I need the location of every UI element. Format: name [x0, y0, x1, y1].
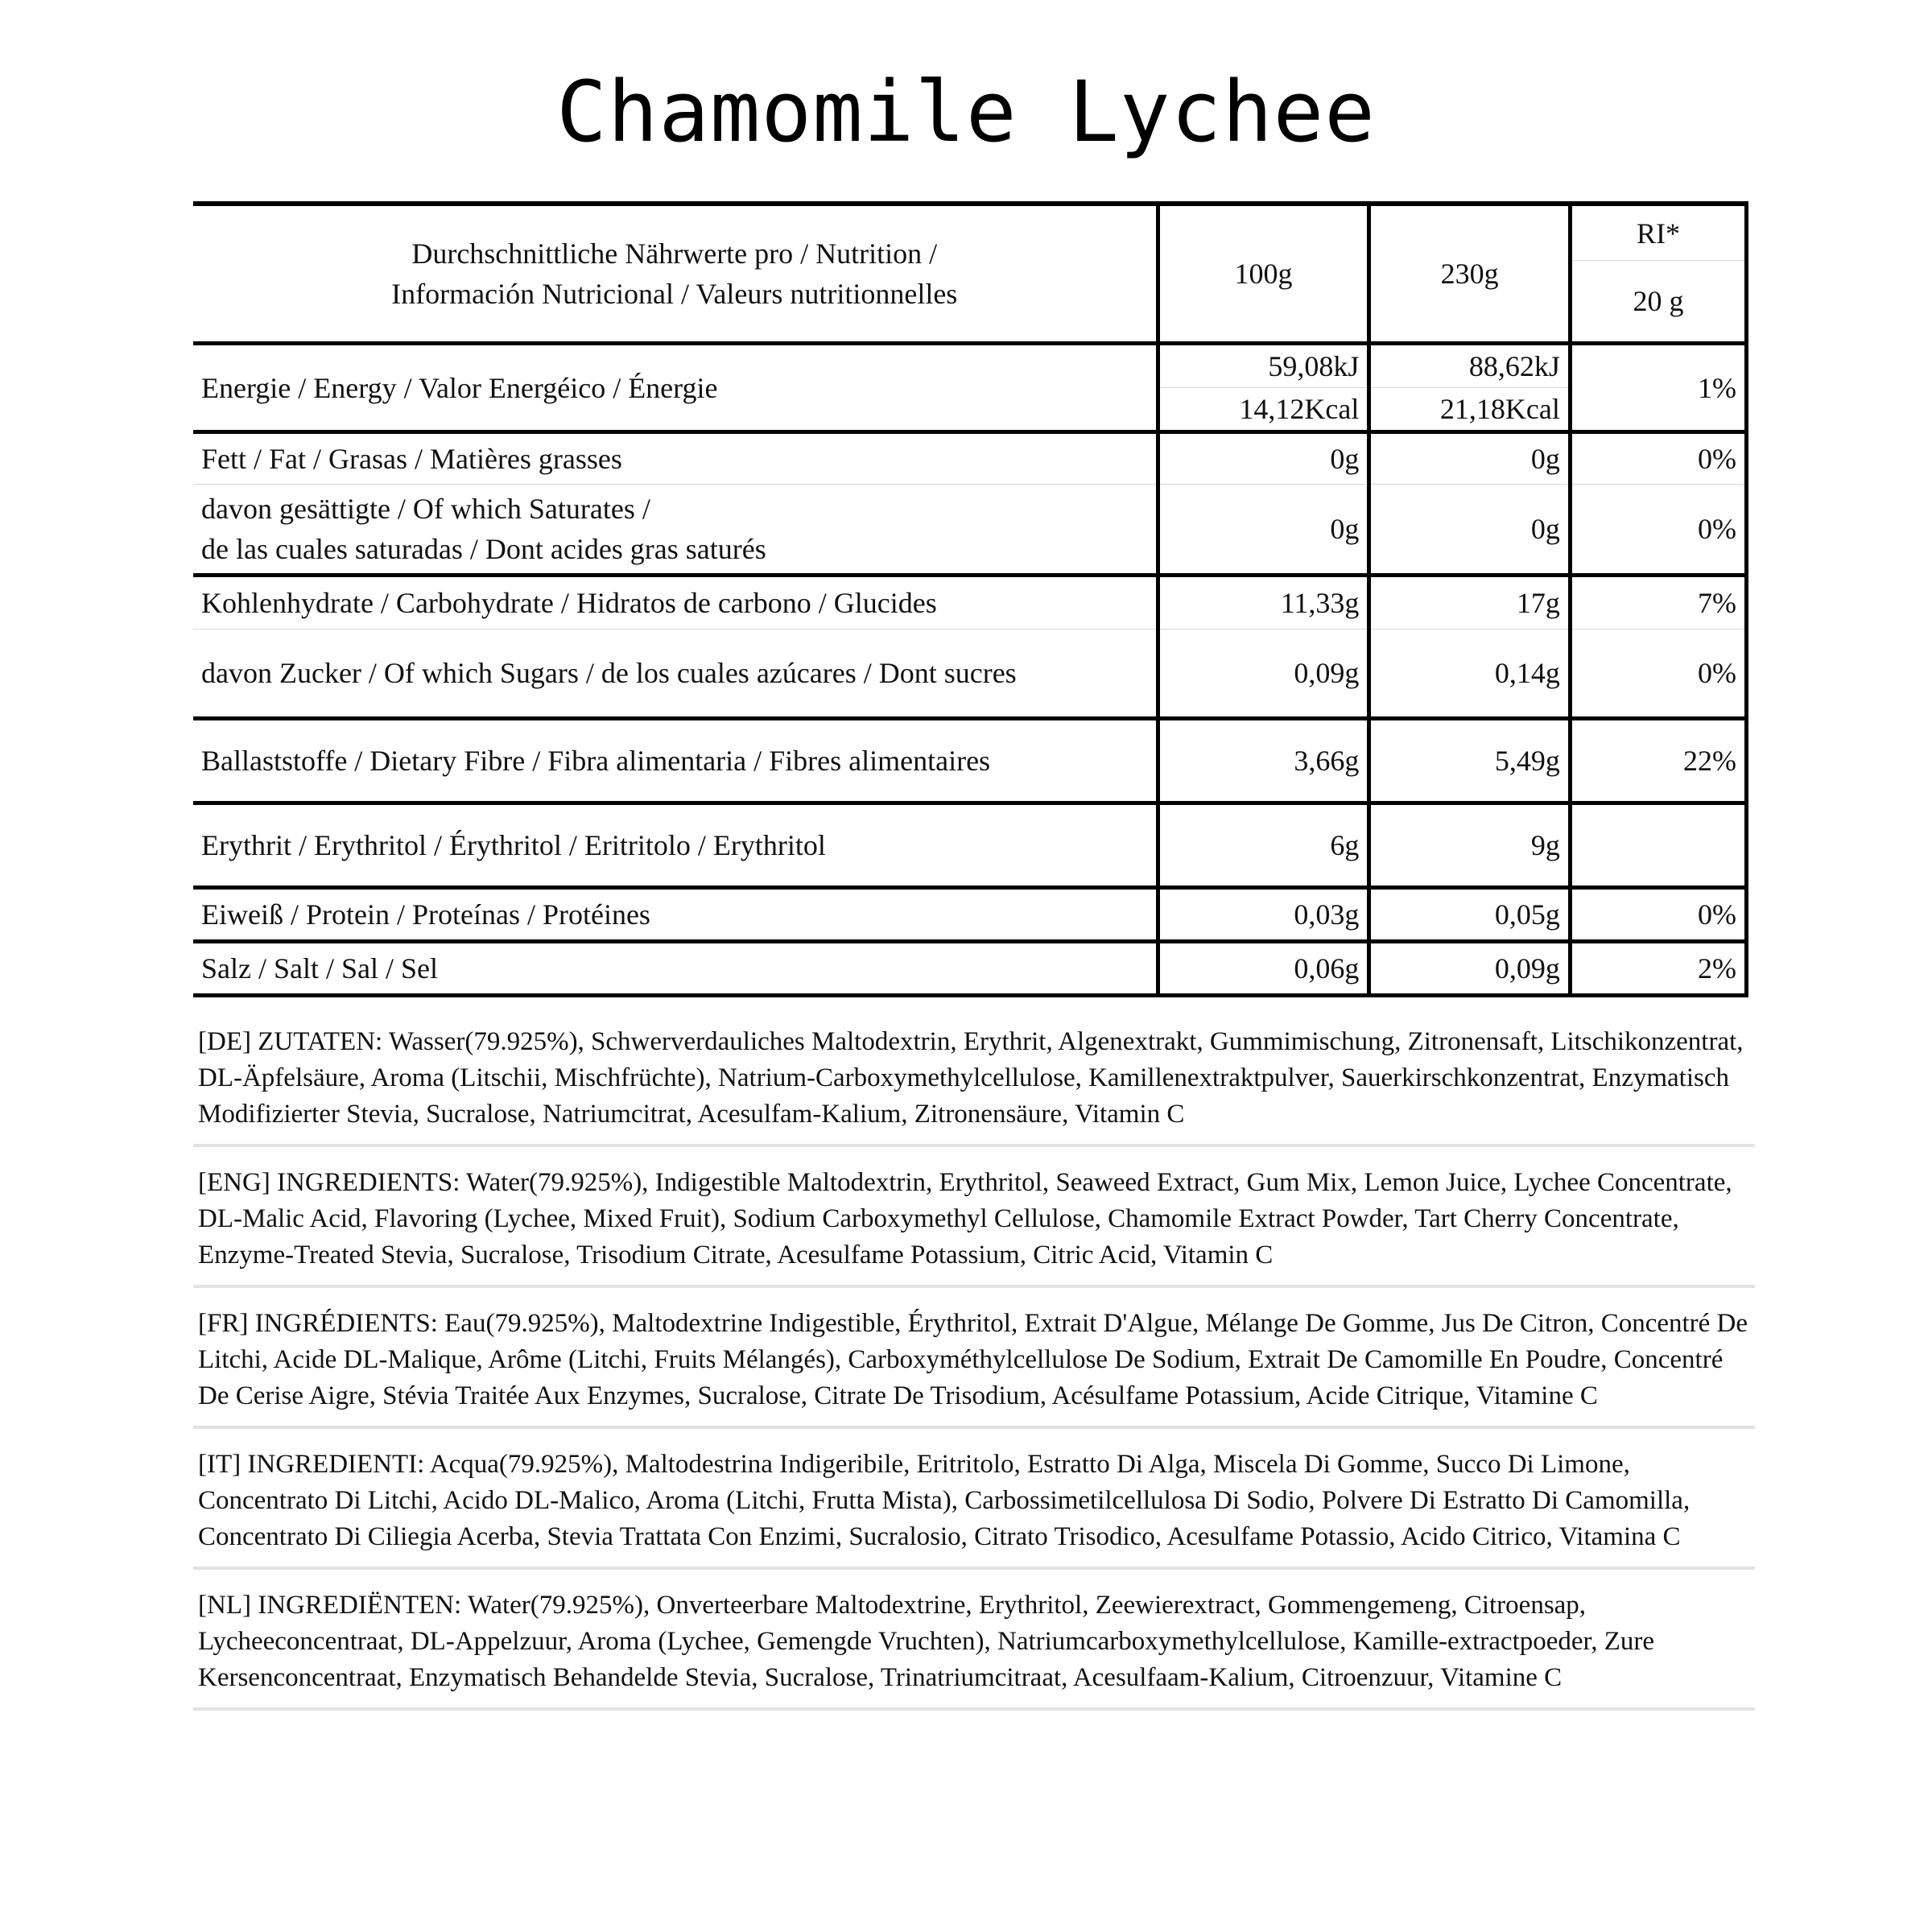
- ingredients-nl: [NL] INGREDIËNTEN: Water(79.925%), Onverteerbare Maltodextrine, Erythritol, Zeewierextract, Gommengemeng, Citroensap, Lycheeconcentraat, DL-Appelzuur, Aroma (Lychee, Gemengde Vruchten), Natriumcarboxymethylcellulose, Kamille-extractpoeder, Zure Kersenconcentraat, Enzymatisch Behandelde Stevia, Sucralose, Trinatriumcitraat, Acesulfaam-Kalium, Citroenzuur, Vitamine C: [193, 1579, 1755, 1711]
- salt-100: 0,06g: [1158, 942, 1369, 996]
- ingredients-fr: [FR] INGRÉDIENTS: Eau(79.925%), Maltodextrine Indigestible, Érythritol, Extrait D'Algue, Mélange De Gomme, Jus De Citron, Concentré De Litchi, Acide DL-Malique, Arôme (Litchi, Fruits Mélangés), Carboxyméthylcellulose De Sodium, Extrait De Camomille En Poudre, Concentré De Cerise Aigre, Stévia Traitée Aux Enzymes, Sucralose, Citrate De Trisodium, Acésulfame Potassium, Acide Citrique, Vitamine C: [193, 1298, 1755, 1429]
- fibre-ri: 22%: [1570, 719, 1746, 803]
- header-label-line2: Información Nutricional / Valeurs nutritionnelles: [391, 278, 958, 310]
- energy-ri: 1%: [1570, 344, 1746, 432]
- fibre-230: 5,49g: [1369, 719, 1571, 803]
- erythritol-label: Erythrit / Erythritol / Érythritol / Eritritolo / Erythritol: [193, 803, 1158, 888]
- protein-100: 0,03g: [1158, 888, 1369, 942]
- table-row-saturates: [193, 485, 1747, 576]
- sugars-100: 0,09g: [1158, 630, 1369, 719]
- saturates-label: [193, 485, 1158, 576]
- ingredients-en: [ENG] INGREDIENTS: Water(79.925%), Indigestible Maltodextrin, Erythritol, Seaweed Extract, Gum Mix, Lemon Juice, Lychee Concentrate, DL-Malic Acid, Flavoring (Lychee, Mixed Fruit), Sodium Carboxymethyl Cellulose, Chamomile Extract Powder, Tart Cherry Concentrate, Enzyme-Treated Stevia, Sucralose, Trisodium Citrate, Acesulfame Potassium, Citric Acid, Vitamin C: [193, 1157, 1755, 1288]
- table-row-fat: [193, 432, 1747, 485]
- nutrition-table: [193, 201, 1748, 997]
- erythritol-230: 9g: [1369, 803, 1571, 888]
- energy-kcal-230: 21,18Kcal: [1369, 388, 1571, 432]
- header-ri-sub: 20 g: [1570, 261, 1746, 344]
- fat-label: Fett / Fat / Grasas / Matières grasses: [193, 432, 1158, 485]
- table-row-carbs: [193, 576, 1747, 630]
- product-title: Chamomile Lychee: [556, 63, 1376, 161]
- saturates-label-line2: de las cuales saturadas / Dont acides gras saturés: [201, 533, 766, 565]
- header-100g: 100g: [1158, 204, 1369, 344]
- table-header-row: [193, 204, 1747, 261]
- table-row-protein: [193, 888, 1747, 942]
- saturates-100: 0g: [1158, 485, 1369, 576]
- table-row-energy: [193, 344, 1747, 388]
- table-row-erythritol: [193, 803, 1747, 888]
- protein-label: Eiweiß / Protein / Proteínas / Protéines: [193, 888, 1158, 942]
- header-230g: 230g: [1369, 204, 1571, 344]
- energy-kj-100: 59,08kJ: [1158, 344, 1369, 388]
- table-row-fibre: [193, 719, 1747, 803]
- fat-230: 0g: [1369, 432, 1571, 485]
- energy-kcal-100: 14,12Kcal: [1158, 388, 1369, 432]
- fibre-label: Ballaststoffe / Dietary Fibre / Fibra alimentaria / Fibres alimentaires: [193, 719, 1158, 803]
- ingredients-de: [DE] ZUTATEN: Wasser(79.925%), Schwerverdauliches Maltodextrin, Erythrit, Algenextrakt, Gummimischung, Zitronensaft, Litschikonzentrat, DL-Äpfelsäure, Aroma (Litschii, Mischfrüchte), Natrium-Carboxymethylcellulose, Kamillenextraktpulver, Sauerkirschkonzentrat, Enzymatisch Modifizierter Stevia, Sucralose, Natriumcitrat, Acesulfam-Kalium, Zitronensäure, Vitamin C: [193, 1016, 1755, 1147]
- saturates-ri: 0%: [1570, 485, 1746, 576]
- salt-ri: 2%: [1570, 942, 1746, 996]
- ingredients-it: [IT] INGREDIENTI: Acqua(79.925%), Maltodestrina Indigeribile, Eritritolo, Estratto Di Alga, Miscela Di Gomme, Succo Di Limone, Concentrato Di Litchi, Acido DL-Malico, Aroma (Litchi, Frutta Mista), Carbossimetilcellulosa Di Sodio, Polvere Di Estratto Di Camomilla, Concentrato Di Ciliegia Acerba, Stevia Trattata Con Enzimi, Sucralosio, Citrato Trisodico, Acesulfame Potassio, Acido Citrico, Vitamina C: [193, 1439, 1755, 1570]
- protein-230: 0,05g: [1369, 888, 1571, 942]
- energy-label: Energie / Energy / Valor Energéico / Énergie: [193, 344, 1158, 432]
- protein-ri: 0%: [1570, 888, 1746, 942]
- sugars-label: davon Zucker / Of which Sugars / de los cuales azúcares / Dont sucres: [193, 630, 1158, 719]
- sugars-230: 0,14g: [1369, 630, 1571, 719]
- erythritol-ri: [1570, 803, 1746, 888]
- header-label-line1: Durchschnittliche Nährwerte pro / Nutrition /: [411, 237, 938, 270]
- carbs-230: 17g: [1369, 576, 1571, 630]
- saturates-label-line1: davon gesättigte / Of which Saturates /: [201, 493, 650, 525]
- ingredients-section: [193, 1016, 1755, 1720]
- carbs-ri: 7%: [1570, 576, 1746, 630]
- fibre-100: 3,66g: [1158, 719, 1369, 803]
- salt-230: 0,09g: [1369, 942, 1571, 996]
- carbs-label: Kohlenhydrate / Carbohydrate / Hidratos de carbono / Glucides: [193, 576, 1158, 630]
- energy-kj-230: 88,62kJ: [1369, 344, 1571, 388]
- table-row-salt: [193, 942, 1747, 996]
- header-ri: RI*: [1570, 204, 1746, 261]
- fat-100: 0g: [1158, 432, 1369, 485]
- sugars-ri: 0%: [1570, 630, 1746, 719]
- table-row-sugars: [193, 630, 1747, 719]
- header-label: [193, 204, 1158, 344]
- carbs-100: 11,33g: [1158, 576, 1369, 630]
- salt-label: Salz / Salt / Sal / Sel: [193, 942, 1158, 996]
- saturates-230: 0g: [1369, 485, 1571, 576]
- erythritol-100: 6g: [1158, 803, 1369, 888]
- fat-ri: 0%: [1570, 432, 1746, 485]
